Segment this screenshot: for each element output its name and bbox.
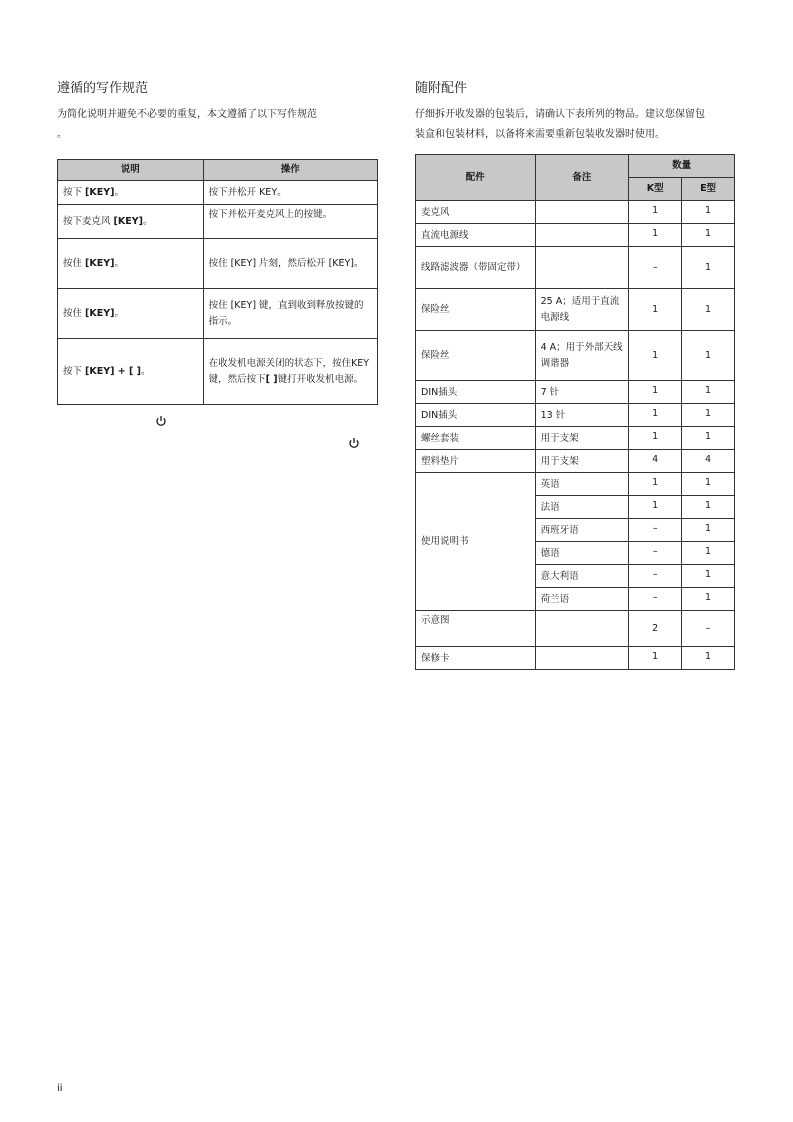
note-cell: 13 针 <box>535 404 629 427</box>
conventions-header-row <box>58 160 378 181</box>
item-cell-manual: 使用说明书 <box>416 473 536 611</box>
description-cell: 按住 [KEY]。 <box>58 239 204 289</box>
table-row <box>58 205 378 239</box>
note-cell: 法语 <box>535 496 629 519</box>
accessories-table <box>415 154 735 670</box>
note-cell <box>535 647 629 670</box>
table-row <box>416 331 735 381</box>
e-qty-cell: 1 <box>682 224 735 247</box>
note-cell <box>535 247 629 289</box>
e-qty-cell: 1 <box>682 565 735 588</box>
k-qty-cell: – <box>629 247 682 289</box>
note-cell <box>535 201 629 224</box>
action-cell: 按下并松开 KEY。 <box>203 181 377 205</box>
right-intro-line1: 仔细拆开收发器的包装后，请确认下表所列的物品。建议您保留包 <box>415 109 705 120</box>
table-row <box>416 289 735 331</box>
item-cell: 螺丝套装 <box>416 427 536 450</box>
right-heading: 随附配件 <box>415 81 468 96</box>
header-description: 说明 <box>58 160 204 181</box>
note-cell: 意大利语 <box>535 565 629 588</box>
k-qty-cell: – <box>629 519 682 542</box>
description-cell: 按下 [KEY]。 <box>58 181 204 205</box>
e-qty-cell: 1 <box>682 247 735 289</box>
table-row <box>416 201 735 224</box>
note-cell: 荷兰语 <box>535 588 629 611</box>
table-row <box>58 289 378 339</box>
table-row <box>416 404 735 427</box>
note-cell: 英语 <box>535 473 629 496</box>
k-qty-cell: 1 <box>629 289 682 331</box>
table-row <box>416 647 735 670</box>
e-qty-cell: 1 <box>682 542 735 565</box>
item-cell: 保修卡 <box>416 647 536 670</box>
note-cell <box>535 611 629 647</box>
right-intro <box>415 105 745 145</box>
item-cell: 保险丝 <box>416 289 536 331</box>
note-cell: 德语 <box>535 542 629 565</box>
e-qty-cell: 1 <box>682 647 735 670</box>
k-qty-cell: 1 <box>629 381 682 404</box>
e-qty-cell: 1 <box>682 289 735 331</box>
note-cell: 用于支架 <box>535 450 629 473</box>
item-cell: 麦克风 <box>416 201 536 224</box>
k-qty-cell: 1 <box>629 201 682 224</box>
e-qty-cell: 1 <box>682 404 735 427</box>
e-qty-cell: 1 <box>682 588 735 611</box>
item-cell: 示意图 <box>416 611 536 647</box>
note-cell: 西班牙语 <box>535 519 629 542</box>
k-qty-cell: 1 <box>629 427 682 450</box>
accessories-header-row <box>416 155 735 178</box>
power-icon <box>155 415 167 427</box>
left-heading: 遵循的写作规范 <box>57 81 149 96</box>
table-row <box>416 611 735 647</box>
description-cell: 按住 [KEY]。 <box>58 289 204 339</box>
e-qty-cell: 1 <box>682 496 735 519</box>
right-intro-line2: 装盒和包装材料，以备将来需要重新包装收发器时使用。 <box>415 129 665 140</box>
action-cell: 在收发机电源关闭的状态下，按住KEY键，然后按下[ ]键打开收发机电源。 <box>203 339 377 405</box>
action-cell: 按住 [KEY] 键，直到收到释放按键的指示。 <box>203 289 377 339</box>
note-cell: 用于支架 <box>535 427 629 450</box>
k-qty-cell: 1 <box>629 473 682 496</box>
e-qty-cell: 4 <box>682 450 735 473</box>
e-qty-cell: 1 <box>682 201 735 224</box>
note-cell: 7 针 <box>535 381 629 404</box>
table-row <box>416 224 735 247</box>
header-action: 操作 <box>203 160 377 181</box>
e-qty-cell: 1 <box>682 519 735 542</box>
e-qty-cell: – <box>682 611 735 647</box>
page-number: ii <box>57 1083 63 1094</box>
header-e-type: E型 <box>682 178 735 201</box>
header-quantity: 数量 <box>629 155 735 178</box>
k-qty-cell: 1 <box>629 224 682 247</box>
item-cell: DIN插头 <box>416 381 536 404</box>
item-cell: 线路滤波器（带固定带） <box>416 247 536 289</box>
note-cell: 4 A；用于外部天线调谐器 <box>535 331 629 381</box>
k-qty-cell: 2 <box>629 611 682 647</box>
k-qty-cell: – <box>629 588 682 611</box>
k-qty-cell: – <box>629 565 682 588</box>
k-qty-cell: 4 <box>629 450 682 473</box>
e-qty-cell: 1 <box>682 427 735 450</box>
table-row <box>58 239 378 289</box>
header-note: 备注 <box>535 155 629 201</box>
k-qty-cell: 1 <box>629 647 682 670</box>
k-qty-cell: 1 <box>629 404 682 427</box>
description-cell: 按下 [KEY] + [ ]。 <box>58 339 204 405</box>
action-cell: 按下并松开麦克风上的按键。 <box>203 205 377 239</box>
k-qty-cell: – <box>629 542 682 565</box>
left-intro-line2: 。 <box>57 129 67 140</box>
e-qty-cell: 1 <box>682 473 735 496</box>
action-cell: 按住 [KEY] 片刻，然后松开 [KEY]。 <box>203 239 377 289</box>
power-icon <box>348 437 360 449</box>
note-cell <box>535 224 629 247</box>
item-cell: DIN插头 <box>416 404 536 427</box>
conventions-table <box>57 159 378 405</box>
table-row <box>416 473 735 496</box>
table-row <box>58 339 378 405</box>
note-cell: 25 A；适用于直流电源线 <box>535 289 629 331</box>
table-row <box>416 247 735 289</box>
item-cell: 塑料垫片 <box>416 450 536 473</box>
left-intro-line1: 为简化说明并避免不必要的重复，本文遵循了以下写作规范 <box>57 109 317 120</box>
left-intro <box>57 105 357 145</box>
e-qty-cell: 1 <box>682 331 735 381</box>
table-row <box>58 181 378 205</box>
table-row <box>416 450 735 473</box>
header-item: 配件 <box>416 155 536 201</box>
k-qty-cell: 1 <box>629 331 682 381</box>
item-cell: 保险丝 <box>416 331 536 381</box>
k-qty-cell: 1 <box>629 496 682 519</box>
header-k-type: K型 <box>629 178 682 201</box>
table-row <box>416 381 735 404</box>
e-qty-cell: 1 <box>682 381 735 404</box>
description-cell: 按下麦克风 [KEY]。 <box>58 205 204 239</box>
item-cell: 直流电源线 <box>416 224 536 247</box>
table-row <box>416 427 735 450</box>
